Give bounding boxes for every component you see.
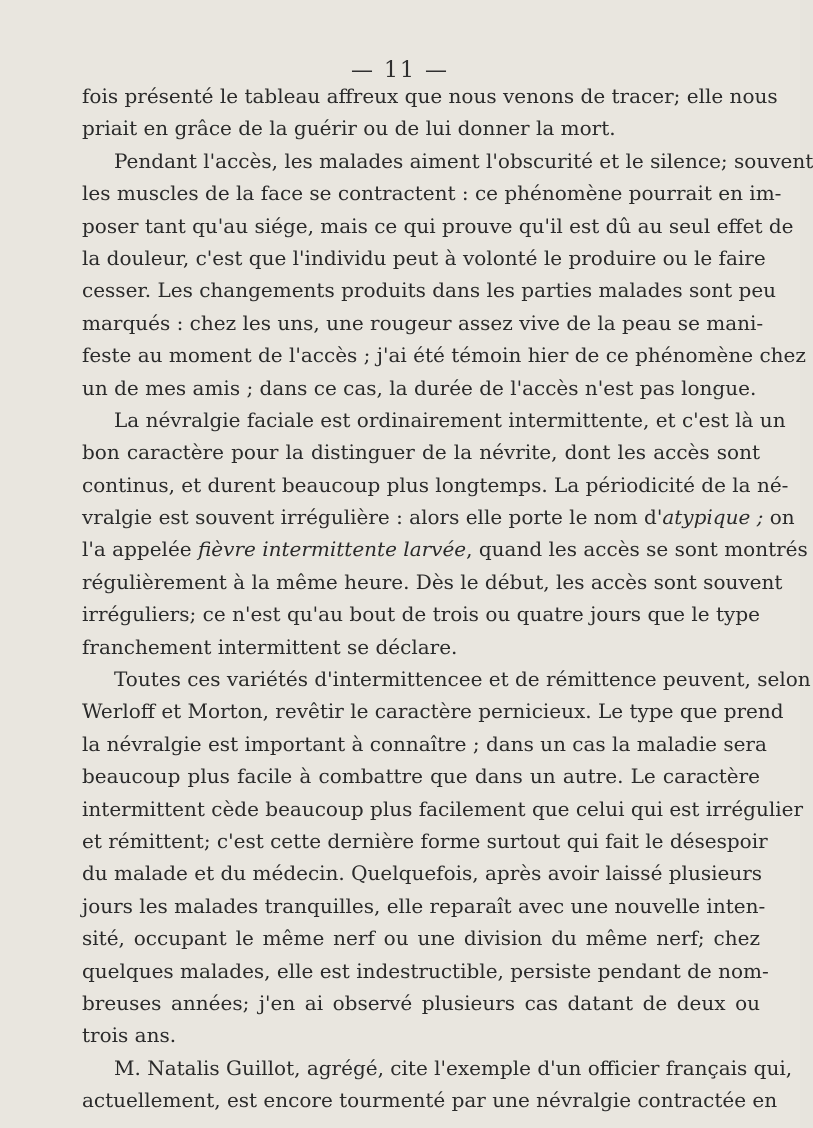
text-line: franchement intermittent se déclare.: [82, 634, 458, 659]
text-line: la douleur, c'est que l'individu peut à volonté le produire ou le faire: [82, 245, 766, 270]
text-line: poser tant qu'au siége, mais ce qui prouve qu'il est dû au seul effet de: [82, 213, 794, 238]
text-line: feste au moment de l'accès ; j'ai été témoin hier de ce phénomène chez: [82, 343, 806, 368]
text-line: un de mes amis ; dans ce cas, la durée de l'accès n'est pas longue.: [82, 375, 757, 400]
text-line: irréguliers; ce n'est qu'au bout de trois ou quatre jours que le type: [82, 602, 760, 627]
text-line: La névralgie faciale est ordinairement intermittente, et c'est là un: [114, 407, 786, 432]
text-line: quelques malades, elle est indestructible, persiste pendant de nom-: [82, 958, 769, 983]
text-segment: l'a appelée: [82, 537, 198, 562]
text-segment: vralgie est souvent irrégulière : alors elle porte le nom d': [82, 505, 663, 530]
text-line: intermittent cède beaucoup plus facilement que celui qui est irrégulier: [82, 796, 804, 821]
text-line: marqués : chez les uns, une rougeur assez vive de la peau se mani-: [82, 310, 764, 335]
text-line: M. Natalis Guillot, agrégé, cite l'exemple d'un officier français qui,: [114, 1055, 793, 1080]
text-line: breuses années; j'en ai observé plusieurs cas datant de deux ou: [82, 990, 760, 1015]
text-line: continus, et durent beaucoup plus longtemps. La périodicité de la né-: [82, 472, 789, 497]
text-line: la névralgie est important à connaître ; dans un cas la maladie sera: [82, 731, 767, 756]
italic-term-fievre-larvee: fièvre intermittente larvée: [197, 537, 467, 562]
text-segment: on: [763, 505, 795, 530]
text-line: et rémittent; c'est cette dernière forme surtout qui fait le désespoir: [82, 828, 768, 853]
text-line: Toutes ces variétés d'intermittencee et de rémittence peuvent, selon: [114, 667, 811, 692]
text-line: fois présenté le tableau affreux que nous venons de tracer; elle nous: [82, 84, 778, 108]
text-line: régulièrement à la même heure. Dès le début, les accès sont souvent: [82, 569, 783, 594]
body-text: [82, 80, 813, 1117]
italic-term-atypique: atypique ;: [662, 505, 764, 530]
text-line: [82, 501, 795, 533]
text-segment: , quand les accès se sont montrés: [466, 537, 808, 562]
text-line: Pendant l'accès, les malades aiment l'obscurité et le silence; souvent: [114, 148, 813, 173]
text-line: Werloff et Morton, revêtir le caractère pernicieux. Le type que prend: [82, 699, 784, 724]
text-line: priait en grâce de la guérir ou de lui donner la mort.: [82, 116, 616, 141]
text-line: [82, 533, 808, 565]
text-line: les muscles de la face se contractent : ce phénomène pourrait en im-: [82, 181, 782, 206]
text-line: bon caractère pour la distinguer de la névrite, dont les accès sont: [82, 440, 760, 465]
text-line: jours les malades tranquilles, elle reparaît avec une nouvelle inten-: [82, 893, 766, 918]
text-line: sité, occupant le même nerf ou une division du même nerf; chez: [82, 926, 760, 951]
text-line: cesser. Les changements produits dans les parties malades sont peu: [82, 278, 777, 303]
page-number: — 11 —: [351, 58, 449, 83]
text-line: actuellement, est encore tourmenté par une névralgie contractée en: [82, 1088, 778, 1113]
text-line: beaucoup plus facile à combattre que dans un autre. Le caractère: [82, 764, 760, 789]
text-line: trois ans.: [82, 1023, 177, 1048]
text-line: du malade et du médecin. Quelquefois, après avoir laissé plusieurs: [82, 861, 763, 886]
